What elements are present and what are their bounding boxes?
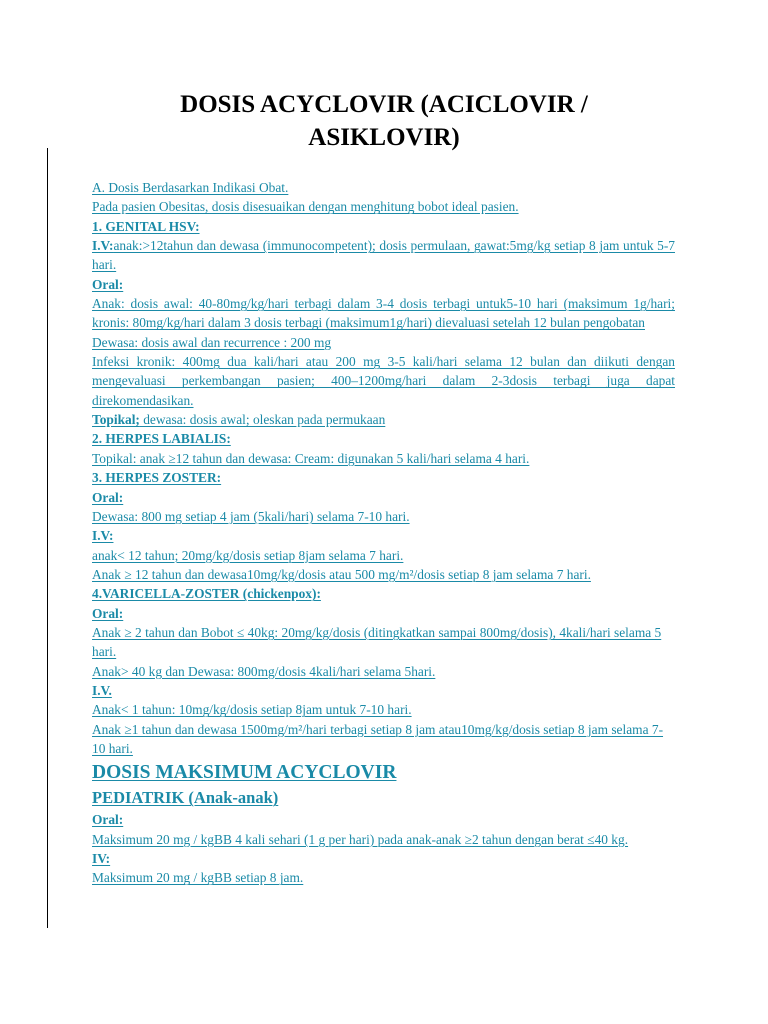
herpes-zoster-heading[interactable]: 3. HERPES ZOSTER: [92, 470, 222, 486]
margin-line [47, 148, 48, 928]
varicella-oral-line-2[interactable]: Anak> 40 kg dan Dewasa: 800mg/dosis 4kali/hari selama 5hari. [92, 663, 436, 679]
document-title [100, 88, 668, 154]
herpes-zoster-oral-text[interactable]: Dewasa: 800 mg setiap 4 jam (5kali/hari) selama 7-10 hari. [92, 508, 410, 524]
obesity-note[interactable]: Pada pasien Obesitas, dosis disesuaikan dengan menghitung bobot ideal pasien. [92, 199, 519, 215]
maksimum-oral-label[interactable]: Oral: [92, 812, 124, 828]
herpes-labialis-text[interactable]: Topikal: anak ≥12 tahun dan dewasa: Cream: digunakan 5 kali/hari selama 4 hari. [92, 450, 530, 466]
herpes-zoster-iv-line-1[interactable]: anak< 12 tahun; 20mg/kg/dosis setiap 8jam selama 7 hari. [92, 547, 404, 563]
varicella-oral-line-1[interactable]: Anak ≥ 2 tahun dan Bobot ≤ 40kg: 20mg/kg/dosis (ditingkatkan sampai 800mg/dosis), 4kali/hari selama 5 hari. [92, 624, 662, 660]
varicella-iv-label[interactable]: I.V. [92, 682, 112, 698]
varicella-iv-line-1[interactable]: Anak< 1 tahun: 10mg/kg/dosis setiap 8jam untuk 7-10 hari. [92, 702, 412, 718]
topikal-text: dewasa: dosis awal; oleskan pada permukaan [139, 412, 386, 428]
genital-hsv-heading[interactable]: 1. GENITAL HSV: [92, 218, 200, 234]
herpes-zoster-iv-label[interactable]: I.V: [92, 528, 114, 544]
genital-hsv-topikal[interactable] [92, 410, 675, 429]
maksimum-oral-text[interactable]: Maksimum 20 mg / kgBB 4 kali sehari (1 g per hari) pada anak-anak ≥2 tahun dengan berat ≤40 kg. [92, 831, 629, 847]
genital-hsv-iv-text: anak:>12tahun dan dewasa (immunocompetent); dosis permulaan, gawat:5mg/kg setiap 8 jam untuk 5-7 hari. [92, 238, 675, 273]
genital-hsv-iv[interactable] [92, 236, 675, 275]
maksimum-iv-label[interactable]: IV: [92, 851, 111, 866]
title-line-1: DOSIS ACYCLOVIR (ACICLOVIR / [180, 91, 588, 118]
varicella-iv-line-2[interactable]: Anak ≥1 tahun dan dewasa 1500mg/m²/hari terbagi setiap 8 jam atau10mg/kg/dosis setiap 8 jam selama 7-10 hari. [92, 721, 664, 756]
varicella-heading[interactable]: 4.VARICELLA-ZOSTER (chickenpox): [92, 586, 321, 602]
herpes-zoster-iv-line-2[interactable]: Anak ≥ 12 tahun dan dewasa10mg/kg/dosis atau 500 mg/m²/dosis setiap 8 jam selama 7 hari. [92, 566, 591, 582]
document-body [92, 178, 675, 888]
genital-hsv-oral-anak[interactable]: Anak: dosis awal: 40-80mg/kg/hari terbagi dalam 3-4 dosis terbagi untuk5-10 hari (maksimum 1g/hari; kronis: 80mg/kg/hari dalam 3 dosis terbagi (maksimum1g/hari) dievaluasi setelah 12 bulan pengobatan [92, 296, 675, 331]
varicella-oral-label[interactable]: Oral: [92, 605, 124, 621]
topikal-label: Topikal; [92, 412, 140, 428]
genital-hsv-oral-dewasa[interactable]: Dewasa: dosis awal dan recurrence : 200 mg [92, 334, 332, 350]
herpes-zoster-oral-label[interactable]: Oral: [92, 489, 124, 505]
dosis-maksimum-heading[interactable]: DOSIS MAKSIMUM ACYCLOVIR [92, 762, 397, 784]
maksimum-iv-text[interactable]: Maksimum 20 mg / kgBB setiap 8 jam. [92, 870, 304, 886]
genital-hsv-oral-label[interactable]: Oral: [92, 276, 124, 292]
iv-label: I.V: [92, 238, 114, 254]
section-a-heading[interactable]: A. Dosis Berdasarkan Indikasi Obat. [92, 180, 289, 195]
title-line-2: ASIKLOVIR) [308, 124, 460, 151]
pediatrik-heading[interactable]: PEDIATRIK (Anak-anak) [92, 788, 279, 808]
herpes-labialis-heading[interactable]: 2. HERPES LABIALIS: [92, 431, 231, 447]
genital-hsv-infeksi-kronik[interactable]: Infeksi kronik: 400mg dua kali/hari atau 200 mg 3-5 kali/hari selama 12 bulan dan diikuti dengan mengevaluasi perkembangan pasien; 400–1200mg/hari dalam 2-3dosis terbagi juga dapat direkomendasikan. [92, 354, 675, 408]
